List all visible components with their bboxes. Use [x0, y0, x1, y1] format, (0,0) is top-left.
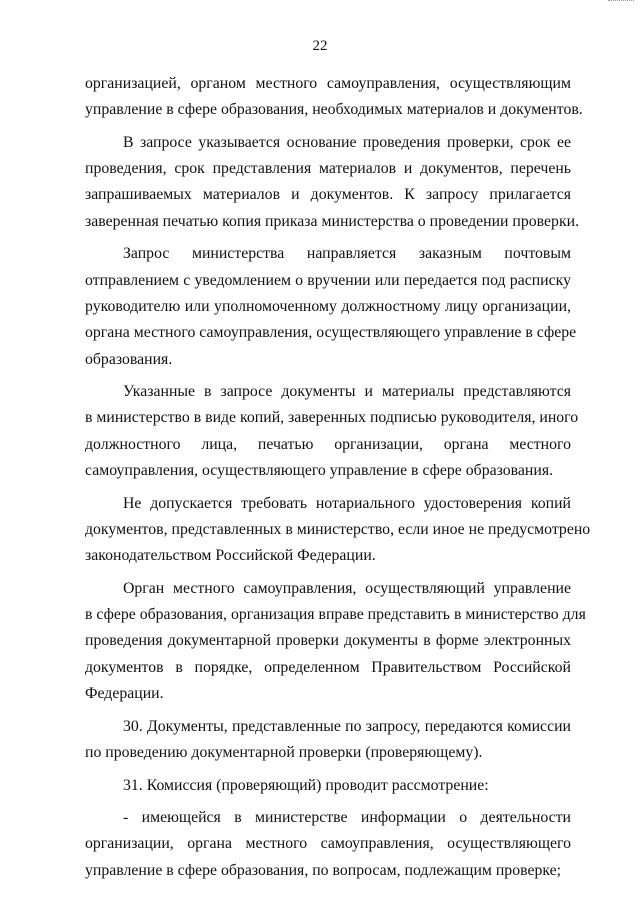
paragraph-line: проведения, срок представления материалов и документов, перечень: [85, 160, 571, 178]
paragraph-line: организации, органа местного самоуправления, осуществляющего: [85, 835, 571, 853]
paragraph-line: проведения документарной проверки документы в форме электронных: [85, 632, 571, 650]
paragraph: [85, 71, 583, 124]
paragraph-line: документов в порядке, определенном Правительством Российской: [85, 658, 571, 676]
paragraph: [85, 379, 579, 484]
paragraph-line: Запрос министерства направляется заказным почтовым: [123, 245, 571, 263]
paragraph: [85, 714, 571, 767]
paragraph-line: управление в сфере образования, по вопросам, подлежащим проверке;: [85, 861, 562, 879]
paragraph: [85, 491, 591, 570]
document-body: [85, 71, 591, 884]
paragraph-line: Федерации.: [85, 685, 164, 703]
paragraph-line: Указанные в запросе документы и материалы представляются: [123, 383, 571, 401]
paragraph: [85, 773, 571, 799]
paragraph-line: 31. Комиссия (проверяющий) проводит рассмотрение:: [123, 776, 489, 794]
paragraph-line: запрашиваемых материалов и документов. К запросу прилагается: [85, 186, 571, 204]
paragraph-line: образования.: [85, 350, 173, 368]
paragraph-line: документов, представленных в министерство, если иное не предусмотрено: [85, 520, 591, 538]
paragraph-line: самоуправления, осуществляющего управление в сфере образования.: [85, 462, 554, 480]
paragraph-line: руководителю или уполномоченному должностному лицу организации,: [85, 297, 571, 315]
paragraph-line: организацией, органом местного самоуправления, осуществляющим: [85, 75, 571, 92]
paragraph-line: законодательством Российской Федерации.: [85, 547, 376, 565]
scan-corner-mark: [608, 0, 634, 3]
paragraph-line: 30. Документы, представленные по запросу, передаются комиссии: [123, 717, 571, 735]
paragraph-line: В запросе указывается основание проведения проверки, срок ее: [123, 133, 571, 151]
paragraph-line: в сфере образования, организация вправе представить в министерство для: [85, 606, 586, 624]
paragraph: [85, 576, 586, 707]
paragraph-line: заверенная печатью копия приказа министерства о проведении проверки.: [85, 212, 580, 230]
page-number: 22: [312, 38, 328, 54]
paragraph-line: управление в сфере образования, необходимых материалов и документов.: [85, 101, 583, 119]
paragraph-line: по проведению документарной проверки (проверяющему).: [85, 743, 483, 761]
paragraph: [85, 130, 580, 235]
paragraph: [85, 805, 571, 884]
paragraph-line: отправлением с уведомлением о вручении или передается под расписку: [85, 271, 571, 289]
paragraph: [85, 241, 577, 372]
paragraph-line: в министерство в виде копий, заверенных подписью руководителя, иного: [85, 409, 579, 427]
paragraph-line: - имеющейся в министерстве информации о деятельности: [123, 809, 571, 827]
paragraph-line: Орган местного самоуправления, осуществляющий управление: [123, 579, 571, 597]
paragraph-line: Не допускается требовать нотариального удостоверения копий: [123, 494, 571, 512]
paragraph-line: органа местного самоуправления, осуществляющего управление в сфере: [85, 324, 577, 342]
paragraph-line: должностного лица, печатью организации, органа местного: [85, 435, 571, 453]
